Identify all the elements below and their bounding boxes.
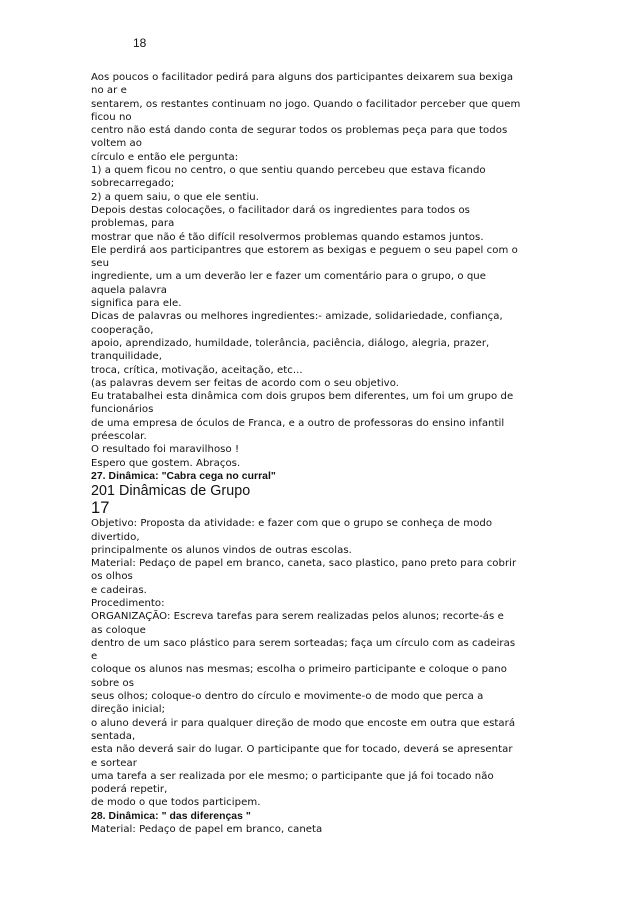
text-line: Procedimento: [91,597,165,609]
text-line: ORGANIZAÇÃO: Escreva tarefas para serem realizadas pelos alunos; recorte-ás e [91,611,504,623]
text-line: Ele perdirá aos participantres que estorem as bexigas e peguem o seu papel com o [91,244,518,256]
text-line: esta não deverá sair do lugar. O participante que for tocado, deverá se apresentar [91,744,513,756]
text-line: dentro de um saco plástico para serem sorteadas; faça um círculo com as cadeiras [91,637,516,649]
text-line: divertido, [91,531,140,543]
text-line: centro não está dando conta de segurar todos os problemas peça para que todos [91,125,508,137]
text-line: direção inicial; [91,704,166,716]
text-line: Eu tratabalhei esta dinâmica com dois grupos bem diferentes, um foi um grupo de [91,391,514,403]
text-line: círculo e então ele pergunta: [91,151,239,163]
text-line: problemas, para [91,218,175,230]
text-line: Material: Pedaço de papel em branco, caneta [91,824,323,836]
text-line: aquela palavra [91,284,167,296]
text-line: Aos poucos o facilitador pedirá para alguns dos participantes deixarem sua bexiga [91,72,514,83]
text-line: Depois destas colocações, o facilitador dará os ingredientes para todos os [91,204,470,216]
page-number: 18 [133,36,147,50]
text-line: voltem ao [91,138,142,150]
text-line: seus olhos; coloque-o dentro do círculo e movimente-o de modo que perca a [91,691,484,703]
text-line: e cadeiras. [91,584,147,596]
text-line: uma tarefa a ser realizada por ele mesmo; o participante que já foi tocado não [91,770,494,782]
text-line: Dicas de palavras ou melhores ingredientes:- amizade, solidariedade, confiança, [91,311,503,323]
text-line: poderá repetir, [91,784,168,796]
text-line: tranquilidade, [91,351,163,363]
text-line: e [91,651,98,663]
text-line: sentada, [91,730,136,742]
text-line: o aluno deverá ir para qualquer direção de modo que encoste em outra que estará [91,717,516,729]
text-line: sentarem, os restantes continuam no jogo. Quando o facilitador perceber que quem [91,98,521,110]
text-line: cooperação, [91,324,154,336]
text-line: mostrar que não é tão difícil resolvermos problemas quando estamos juntos. [91,231,484,243]
text-line: seu [91,258,110,270]
text-line: sobrecarregado; [91,178,175,190]
text-line: e sortear [91,757,137,769]
text-line: significa para ele. [91,298,182,310]
running-header-number: 17 [91,499,110,518]
text-line: funcionários [91,404,154,416]
running-header-title: 201 Dinâmicas de Grupo [91,483,251,500]
text-line: sobre os [91,677,135,689]
section-heading: 27. Dinâmica: "Cabra cega no curral" [91,470,276,482]
text-line: coloque os alunos nas mesmas; escolha o primeiro participante e coloque o pano [91,664,507,676]
text-line: Espero que gostem. Abraços. [91,457,241,469]
text-line: 1) a quem ficou no centro, o que sentiu quando percebeu que estava ficando [91,165,486,177]
text-line: de uma empresa de óculos de Franca, e a outro de professoras do ensino infantil [91,417,505,429]
text-line: Material: Pedaço de papel em branco, caneta, saco plastico, pano preto para cobrir [91,558,517,570]
text-line: O resultado foi maravilhoso ! [91,444,240,456]
text-line: 2) a quem saiu, o que ele sentiu. [91,191,260,203]
text-line: principalmente os alunos vindos de outras escolas. [91,544,352,556]
text-line: apoio, aprendizado, humildade, tolerância, paciência, diálogo, alegria, prazer, [91,337,490,349]
text-line: Objetivo: Proposta da atividade: e fazer com que o grupo se conheça de modo [91,518,493,530]
page-body-text [91,71,561,836]
text-line: ficou no [91,111,132,123]
text-line: préescolar. [91,431,147,443]
text-line: ingrediente, um a um deverão ler e fazer um comentário para o grupo, o que [91,271,486,283]
text-line: no ar e [91,85,127,97]
section-heading: 28. Dinâmica: " das diferenças " [91,810,251,822]
text-line: as coloque [91,624,146,636]
text-line: de modo o que todos participem. [91,797,261,809]
text-line: troca, crítica, motivação, aceitação, etc... [91,364,303,376]
text-line: (as palavras devem ser feitas de acordo com o seu objetivo. [91,377,400,389]
text-line: os olhos [91,571,133,583]
